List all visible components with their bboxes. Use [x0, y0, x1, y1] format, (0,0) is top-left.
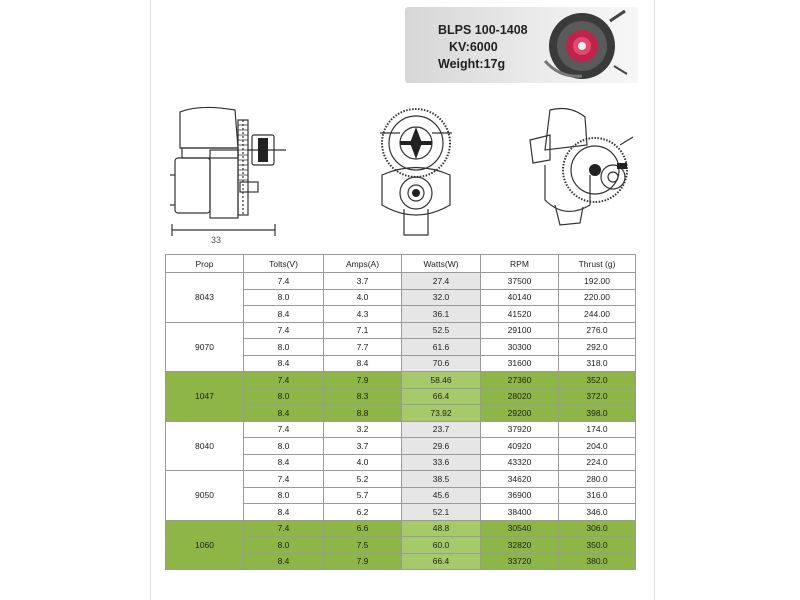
watts-cell: 32.0 [402, 289, 481, 306]
volts-cell: 8.4 [244, 553, 324, 570]
table-row [166, 322, 636, 339]
table-row [166, 273, 636, 290]
watts-cell: 45.6 [402, 487, 481, 504]
prop-cell: 9050 [166, 471, 244, 521]
amps-cell: 5.7 [324, 487, 402, 504]
header-volts: Tolts(V) [244, 255, 324, 273]
thrust-cell: 318.0 [559, 355, 636, 372]
thrust-cell: 204.0 [559, 438, 636, 455]
watts-cell: 38.5 [402, 471, 481, 488]
rpm-cell: 30540 [481, 520, 559, 537]
watts-cell: 73.92 [402, 405, 481, 422]
thrust-cell: 244.00 [559, 306, 636, 323]
watts-cell: 48.8 [402, 520, 481, 537]
amps-cell: 4.3 [324, 306, 402, 323]
volts-cell: 8.4 [244, 454, 324, 471]
watts-cell: 29.6 [402, 438, 481, 455]
header-thrust: Thrust (g) [559, 255, 636, 273]
perspective-view-drawing [525, 105, 635, 230]
volts-cell: 8.0 [244, 487, 324, 504]
volts-cell: 7.4 [244, 322, 324, 339]
watts-cell: 23.7 [402, 421, 481, 438]
rpm-cell: 38400 [481, 504, 559, 521]
amps-cell: 4.0 [324, 454, 402, 471]
watts-cell: 61.6 [402, 339, 481, 356]
weight-spec: Weight:17g [438, 57, 506, 71]
volts-cell: 8.4 [244, 306, 324, 323]
rpm-cell: 34620 [481, 471, 559, 488]
amps-cell: 7.5 [324, 537, 402, 554]
amps-cell: 6.6 [324, 520, 402, 537]
volts-cell: 8.0 [244, 537, 324, 554]
rpm-cell: 31600 [481, 355, 559, 372]
volts-cell: 7.4 [244, 520, 324, 537]
watts-cell: 27.4 [402, 273, 481, 290]
header-watts: Watts(W) [402, 255, 481, 273]
thrust-cell: 380.0 [559, 553, 636, 570]
amps-cell: 7.9 [324, 372, 402, 389]
volts-cell: 7.4 [244, 273, 324, 290]
performance-table [165, 254, 636, 570]
volts-cell: 8.0 [244, 388, 324, 405]
thrust-cell: 192.00 [559, 273, 636, 290]
amps-cell: 6.2 [324, 504, 402, 521]
model-name: BLPS 100-1408 [438, 23, 528, 37]
watts-cell: 33.6 [402, 454, 481, 471]
amps-cell: 8.8 [324, 405, 402, 422]
rpm-cell: 30300 [481, 339, 559, 356]
side-view-drawing [160, 100, 290, 250]
kv-rating: KV:6000 [449, 40, 498, 54]
watts-cell: 70.6 [402, 355, 481, 372]
volts-cell: 8.4 [244, 504, 324, 521]
thrust-cell: 350.0 [559, 537, 636, 554]
thrust-cell: 346.0 [559, 504, 636, 521]
rpm-cell: 40140 [481, 289, 559, 306]
dimension-label: 33 [211, 235, 222, 245]
volts-cell: 7.4 [244, 471, 324, 488]
rpm-cell: 37500 [481, 273, 559, 290]
rpm-cell: 43320 [481, 454, 559, 471]
volts-cell: 8.4 [244, 405, 324, 422]
thrust-cell: 292.0 [559, 339, 636, 356]
volts-cell: 8.4 [244, 355, 324, 372]
prop-cell: 8043 [166, 273, 244, 323]
rpm-cell: 29200 [481, 405, 559, 422]
watts-cell: 60.0 [402, 537, 481, 554]
rpm-cell: 37920 [481, 421, 559, 438]
thrust-cell: 398.0 [559, 405, 636, 422]
thrust-cell: 352.0 [559, 372, 636, 389]
motor-photo [530, 6, 630, 84]
header-prop: Prop [166, 255, 244, 273]
thrust-cell: 276.0 [559, 322, 636, 339]
prop-cell: 9070 [166, 322, 244, 372]
header-amps: Amps(A) [324, 255, 402, 273]
thrust-cell: 220.00 [559, 289, 636, 306]
amps-cell: 5.2 [324, 471, 402, 488]
volts-cell: 8.0 [244, 438, 324, 455]
rpm-cell: 28020 [481, 388, 559, 405]
amps-cell: 7.9 [324, 553, 402, 570]
rpm-cell: 36900 [481, 487, 559, 504]
volts-cell: 7.4 [244, 372, 324, 389]
table-row [166, 372, 636, 389]
amps-cell: 8.4 [324, 355, 402, 372]
watts-cell: 36.1 [402, 306, 481, 323]
prop-cell: 8040 [166, 421, 244, 471]
thrust-cell: 174.0 [559, 421, 636, 438]
rpm-cell: 40920 [481, 438, 559, 455]
table-row [166, 421, 636, 438]
watts-cell: 52.5 [402, 322, 481, 339]
amps-cell: 8.3 [324, 388, 402, 405]
table-header-row [166, 255, 636, 273]
front-view-drawing [370, 105, 465, 240]
thrust-cell: 224.0 [559, 454, 636, 471]
amps-cell: 3.2 [324, 421, 402, 438]
volts-cell: 7.4 [244, 421, 324, 438]
thrust-cell: 372.0 [559, 388, 636, 405]
volts-cell: 8.0 [244, 339, 324, 356]
table-row [166, 520, 636, 537]
watts-cell: 66.4 [402, 553, 481, 570]
amps-cell: 7.1 [324, 322, 402, 339]
thrust-cell: 306.0 [559, 520, 636, 537]
rpm-cell: 41520 [481, 306, 559, 323]
header-rpm: RPM [481, 255, 559, 273]
rpm-cell: 29100 [481, 322, 559, 339]
table-row [166, 471, 636, 488]
volts-cell: 8.0 [244, 289, 324, 306]
thrust-cell: 280.0 [559, 471, 636, 488]
prop-cell: 1060 [166, 520, 244, 570]
watts-cell: 52.1 [402, 504, 481, 521]
prop-cell: 1047 [166, 372, 244, 422]
thrust-cell: 316.0 [559, 487, 636, 504]
rpm-cell: 33720 [481, 553, 559, 570]
amps-cell: 3.7 [324, 273, 402, 290]
amps-cell: 7.7 [324, 339, 402, 356]
amps-cell: 4.0 [324, 289, 402, 306]
rpm-cell: 27360 [481, 372, 559, 389]
amps-cell: 3.7 [324, 438, 402, 455]
watts-cell: 66.4 [402, 388, 481, 405]
watts-cell: 58.46 [402, 372, 481, 389]
rpm-cell: 32820 [481, 537, 559, 554]
